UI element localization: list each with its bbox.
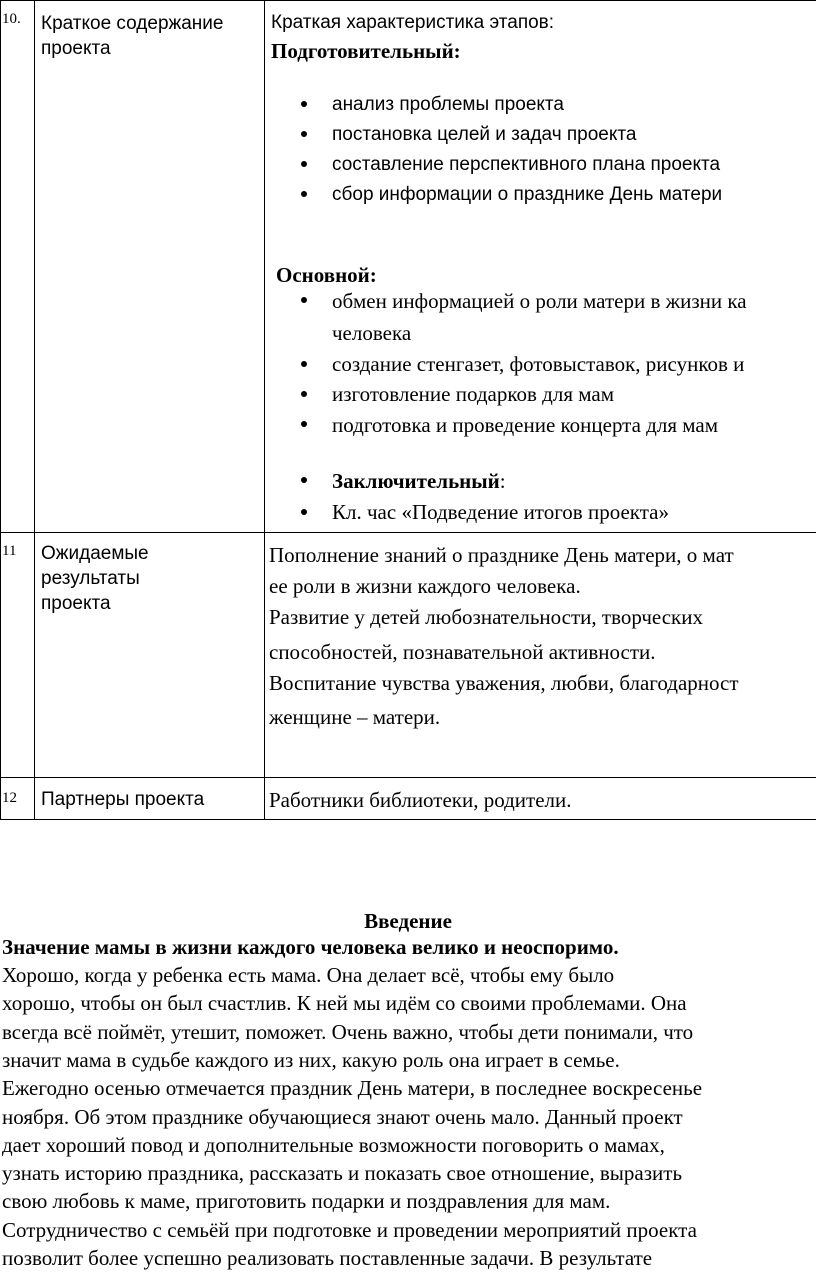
row-label-line: Ожидаемые (41, 543, 149, 564)
column-divider (34, 0, 35, 820)
intro-line: Хорошо, когда у ребенка есть мама. Она делает всё, чтобы ему было (2, 963, 615, 987)
intro-line: свою любовь к маме, приготовить подарки и поздравления для мам. (2, 1189, 611, 1214)
section-title: Введение (364, 909, 452, 933)
stage-title-colon: : (499, 469, 506, 493)
stage-title-text: Заключительный (332, 469, 500, 493)
intro-line: всегда всё поймёт, утешит, поможет. Очень важно, чтобы дети понимали, что (2, 1019, 694, 1044)
intro-line: хорошо, чтобы он был счастлив. К ней мы идём со своими проблемами. Она (2, 991, 687, 1016)
stage-title: Подготовительный: (271, 39, 461, 63)
row-label (41, 787, 261, 812)
result-line: Развитие у детей любознательности, творческих (269, 605, 703, 629)
intro-line: Сотрудничество с семьёй при подготовке и проведении мероприятий проекта (2, 1217, 697, 1242)
list-item: обмен информацией о роли матери в жизни ка (332, 289, 747, 313)
stages-intro: Краткая характеристика этапов: (271, 12, 555, 33)
stage-title (332, 468, 506, 494)
partners-text: Работники библиотеки, родители. (269, 788, 572, 812)
row-label-line: результаты (41, 568, 140, 589)
result-line: ее роли в жизни каждого человека. (269, 574, 581, 598)
row-label (41, 11, 261, 61)
list-item: постановка целей и задач проекта (332, 124, 637, 145)
result-line: женщине – матери. (269, 705, 441, 729)
intro-line: Ежегодно осенью отмечается праздник День матери, в последнее воскресенье (2, 1076, 703, 1101)
result-line: Воспитание чувства уважения, любви, благодарност (269, 671, 739, 695)
result-line: Пополнение знаний о празднике День матери, о мат (269, 543, 734, 567)
list-item: Кл. час «Подведение итогов проекта» (332, 500, 669, 524)
table-border-left (0, 0, 1, 820)
row-label-line: проекта (41, 593, 111, 614)
intro-line: узнать историю праздника, рассказать и показать свое отношение, выразить (2, 1161, 683, 1186)
result-line: способностей, познавательной активности. (269, 640, 656, 664)
list-item: сбор информации о празднике День матери (332, 184, 723, 205)
intro-line: позволит более успешно реализовать поставленные задачи. В результате (2, 1246, 653, 1270)
row-label (41, 541, 261, 616)
intro-lead: Значение мамы в жизни каждого человека велико и неоспоримо. (2, 935, 619, 959)
list-item-continuation: человека (332, 321, 412, 345)
intro-line: значит мама в судьбе каждого из них, какую роль она играет в семье. (2, 1047, 620, 1072)
row-number: 11 (2, 543, 17, 559)
list-item: создание стенгазет, фотовыставок, рисунков и (332, 352, 745, 376)
row-number: 12 (2, 790, 17, 806)
list-item: изготовление подарков для мам (332, 382, 615, 406)
list-item: анализ проблемы проекта (332, 94, 564, 115)
intro-line: дает хороший повод и дополнительные возможности поговорить о мамах, (2, 1132, 665, 1157)
list-item: составление перспективного плана проекта (332, 154, 721, 175)
stage-title: Основной: (276, 263, 377, 287)
row-label-line: проекта (41, 38, 111, 59)
content-column (265, 0, 816, 820)
intro-line: ноября. Об этом празднике обучающиеся знают очень мало. Данный проект (2, 1104, 683, 1129)
list-item: подготовка и проведение концерта для мам (332, 413, 719, 437)
row-number: 10. (2, 11, 21, 27)
row-label-line: Краткое содержание (41, 13, 224, 34)
row-label-line: Партнеры проекта (41, 789, 205, 810)
